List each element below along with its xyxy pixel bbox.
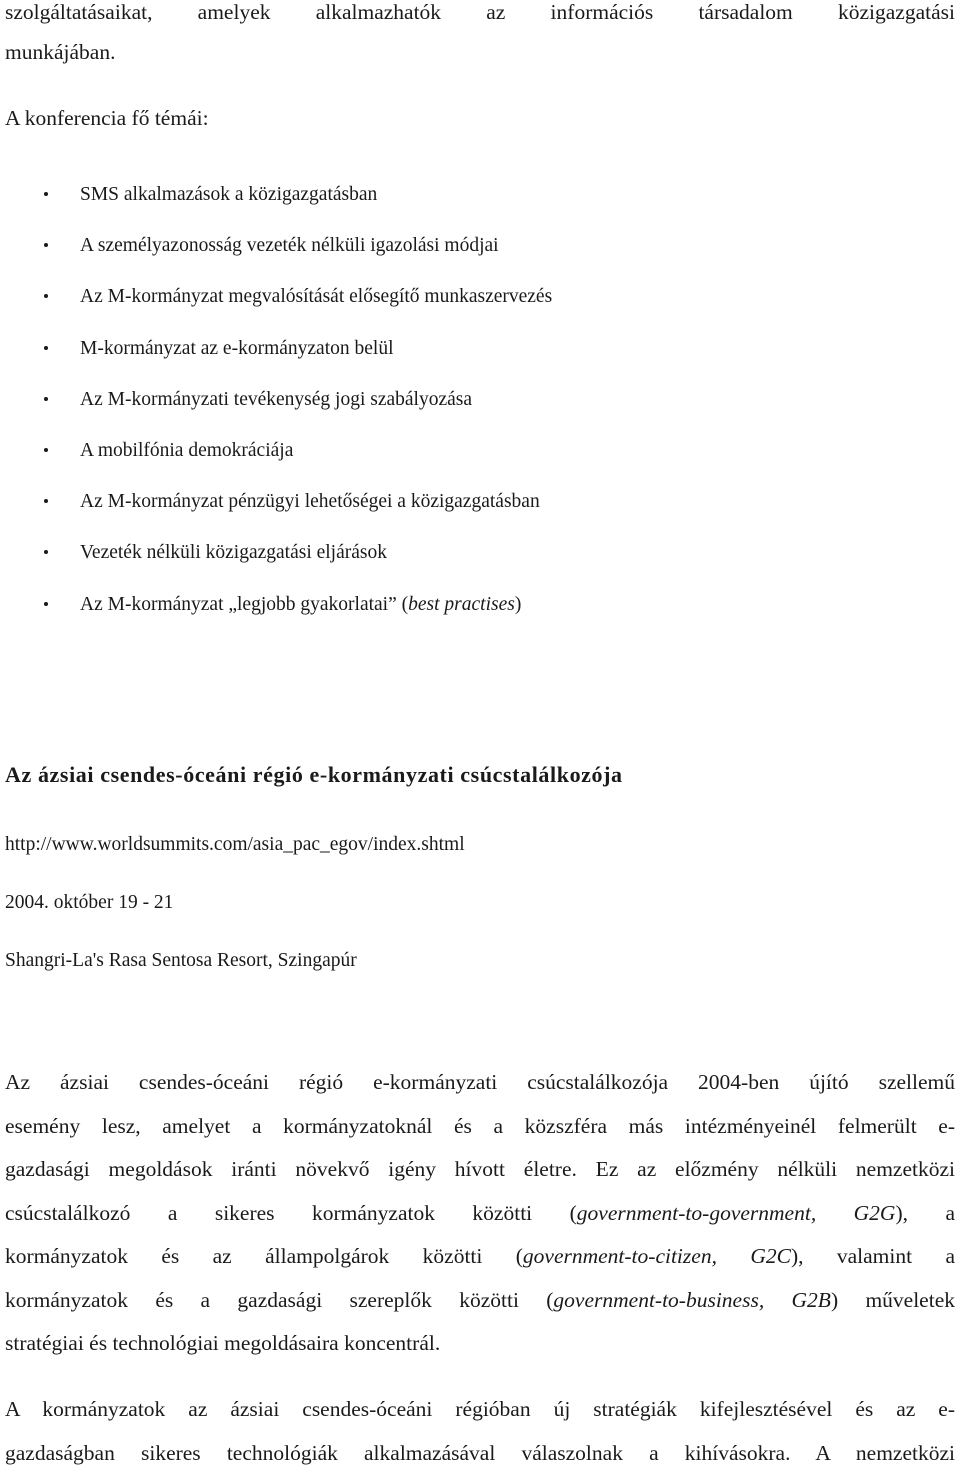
intro-line-1: szolgáltatásaikat, amelyek alkalmazhatók az információs társadalom közigazgatási xyxy=(5,0,955,24)
list-item: Vezeték nélküli közigazgatási eljárások xyxy=(5,538,955,589)
summit-venue: Shangri-La's Rasa Sentosa Resort, Szingapúr xyxy=(5,950,357,971)
list-item-best-practises: Az M-kormányzat „legjobb gyakorlatai” (best practises) xyxy=(5,590,955,641)
intro-line-2: munkájában. xyxy=(5,40,116,64)
summit-date: 2004. október 19 - 21 xyxy=(5,892,174,913)
bullet-icon xyxy=(44,448,48,452)
bullet-icon xyxy=(44,397,48,401)
summit-url[interactable]: http://www.worldsummits.com/asia_pac_egov/index.shtml xyxy=(5,834,465,855)
list-item: A mobilfónia demokráciája xyxy=(5,436,955,487)
bullet-icon xyxy=(44,243,48,247)
summit-heading: Az ázsiai csendes-óceáni régió e-kormányzati csúcstalálkozója xyxy=(5,762,623,787)
list-item: SMS alkalmazások a közigazgatásban xyxy=(5,180,955,231)
bullet-icon xyxy=(44,294,48,298)
paragraph-2: A kormányzatok az ázsiai csendes-óceáni régióban új stratégiák kifejlesztésével és az e- gazdaságban sikeres technológiák alkalmazásával válaszolnak a kihívásokra. A nemzetközi xyxy=(5,1397,955,1465)
bullet-icon xyxy=(44,602,48,606)
list-item: A személyazonosság vezeték nélküli igazolási módjai xyxy=(5,231,955,282)
bullet-icon xyxy=(44,346,48,350)
bullet-icon xyxy=(44,192,48,196)
bullet-icon xyxy=(44,550,48,554)
topics-title: A konferencia fő témái: xyxy=(5,106,209,130)
list-item: M-kormányzat az e-kormányzaton belül xyxy=(5,334,955,385)
list-item: Az M-kormányzati tevékenység jogi szabályozása xyxy=(5,385,955,436)
paragraph-1: Az ázsiai csendes-óceáni régió e-kormányzati csúcstalálkozója 2004-ben újító szellemű esemény lesz, amelyet a kormányzatoknál és a közszféra más intézményeinél felmerült e- gazdasági megoldások iránti növekvő igény hívott életre. Ez az előzmény nélküli nemzetközi csúcstalálkozó a sikeres kormányzatok közötti (government-to-government, G2G), a kormányzatok és az állampolgárok közötti (government-to-citizen, G2C), valamint a kormányzatok és a gazdasági szereplők közötti (government-to-business, G2B) műveletek stratégiai és technológiai megoldásaira koncentrál. xyxy=(5,1070,955,1355)
bullet-icon xyxy=(44,499,48,503)
list-item: Az M-kormányzat megvalósítását elősegítő munkaszervezés xyxy=(5,282,955,333)
topic-list xyxy=(5,180,955,641)
list-item: Az M-kormányzat pénzügyi lehetőségei a közigazgatásban xyxy=(5,487,955,538)
